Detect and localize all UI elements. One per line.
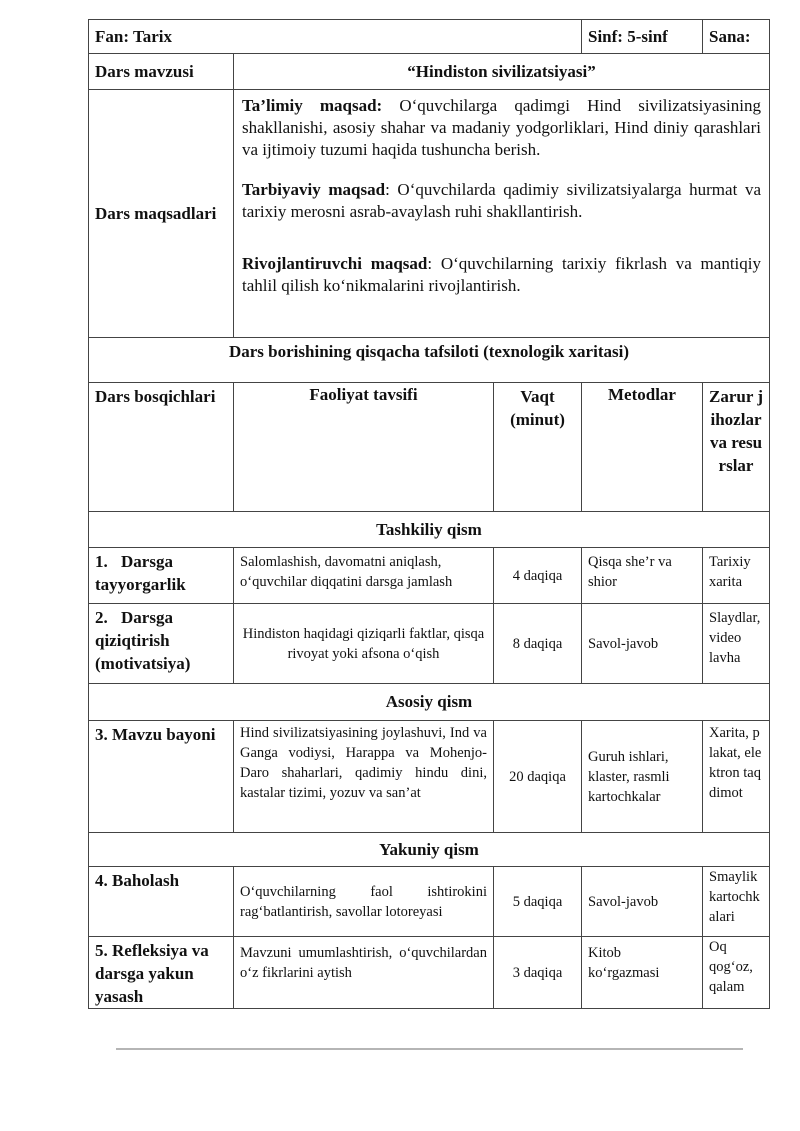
stage-cell (89, 604, 234, 684)
section-row-main (89, 684, 770, 721)
goals-content (234, 90, 770, 338)
topic-label: Dars mavzusi (89, 54, 234, 90)
stage-resources: Tarixiy xarita (703, 548, 770, 604)
stage-resources: Slaydlar, video lavha (703, 604, 770, 684)
grade-cell (582, 20, 703, 54)
stage-cell (89, 867, 234, 937)
educational-goal-text: O‘quvchilarga qadimgi Hind sivilizatsiyasining shakllanishi, asosiy shahar va madaniy yodgorliklari, Hind diniy qarashlari va ijtimoiy tuzumi haqida tushuncha berish. (242, 96, 762, 159)
map-title-row (89, 338, 770, 383)
stage-description: Salomlashish, davomatni aniqlash, o‘quvchilar diqqatini darsga jamlash (234, 548, 494, 604)
date-cell: Sana: (703, 20, 770, 54)
col-description: Faoliyat tavsifi (234, 383, 494, 512)
goals-row (89, 90, 770, 338)
stage-name: Mavzu bayoni (112, 725, 216, 744)
stage-time: 4 daqiqa (494, 548, 582, 604)
map-title: Dars borishining qisqacha tafsiloti (texnologik xaritasi) (89, 338, 770, 383)
stage-description: Hind sivilizatsiyasining joylashuvi, Ind va Ganga vodiysi, Harappa va Mohenjo-Daro shaharlari, qadimiy hindu dini, kastalar tizimi, yozuv va san’at (234, 721, 494, 833)
stage-row (89, 867, 770, 937)
upbringing-goal-title: Tarbiyaviy maqsad (242, 180, 386, 199)
col-resources: Zarur jihozlar va resurslar (703, 383, 770, 512)
stage-number: 5. (95, 941, 108, 960)
stage-cell (89, 721, 234, 833)
section-row-organizational (89, 512, 770, 548)
stage-row (89, 721, 770, 833)
developmental-goal-title: Rivojlantiruvchi maqsad (242, 254, 428, 273)
stage-time: 8 daqiqa (494, 604, 582, 684)
stage-name: Darsga tayyorgarlik (95, 552, 186, 594)
col-stages: Dars bosqichlari (89, 383, 234, 512)
grade-text: Sinf: 5-sinf (588, 26, 668, 46)
stage-description: Hindiston haqidagi qiziqarli faktlar, qisqa rivoyat yoki afsona o‘qish (234, 604, 494, 684)
col-time: Vaqt (minut) (494, 383, 582, 512)
stage-row (89, 604, 770, 684)
section-row-final (89, 833, 770, 867)
stage-methods: Savol-javob (582, 867, 703, 937)
educational-goal (242, 95, 761, 161)
stage-resources: Smaylik kartochkalari (703, 867, 770, 937)
developmental-goal-text: : O‘quvchilarning tarixiy fikrlash va mantiqiy tahlil qilish ko‘nikmalarini rivojlantirish. (242, 254, 761, 295)
section-final: Yakuniy qism (89, 833, 770, 867)
stage-methods: Qisqa she’r va shior (582, 548, 703, 604)
stage-number: 2. (95, 608, 108, 627)
stage-row (89, 548, 770, 604)
stage-time: 3 daqiqa (494, 937, 582, 1009)
footer-divider (116, 1048, 743, 1050)
stage-description: O‘quvchilarning faol ishtirokini rag‘batlantirish, savollar lotoreyasi (234, 867, 494, 937)
stage-cell (89, 548, 234, 604)
stage-methods: Savol-javob (582, 604, 703, 684)
stage-row (89, 937, 770, 1009)
stage-name: Refleksiya va darsga yakun yasash (95, 941, 209, 1006)
stage-time: 20 daqiqa (494, 721, 582, 833)
section-main: Asosiy qism (89, 684, 770, 721)
column-header-row (89, 383, 770, 512)
stage-number: 4. (95, 871, 108, 890)
stage-time: 5 daqiqa (494, 867, 582, 937)
upbringing-goal-text: : O‘quvchilarda qadimiy sivilizatsiyalarga hurmat va tarixiy merosni asrab-avaylash ruhi shakllantirish. (242, 180, 761, 221)
topic-row (89, 54, 770, 90)
stage-methods: Kitob ko‘rgazmasi (582, 937, 703, 1009)
subject-cell: Fan: Tarix (89, 20, 582, 54)
upbringing-goal (242, 179, 761, 223)
stage-name: Darsga qiziqtirish (motivatsiya) (95, 608, 191, 673)
stage-methods: Guruh ishlari, klaster, rasmli kartochkalar (582, 721, 703, 833)
stage-number: 3. (95, 725, 108, 744)
stage-cell (89, 937, 234, 1009)
topic-value: “Hindiston sivilizatsiyasi” (234, 54, 770, 90)
stage-number: 1. (95, 552, 108, 571)
lesson-plan-table (88, 19, 770, 1009)
header-row (89, 20, 770, 54)
stage-name: Baholash (112, 871, 180, 890)
col-methods: Metodlar (582, 383, 703, 512)
developmental-goal (242, 253, 761, 297)
stage-description: Mavzuni umumlashtirish, o‘quvchilardan o‘z fikrlarini aytish (234, 937, 494, 1009)
educational-goal-title: Ta’limiy maqsad: (242, 96, 383, 115)
stage-resources: Xarita, plakat, elektron taqdimot (703, 721, 770, 833)
section-organizational: Tashkiliy qism (89, 512, 770, 548)
goals-label: Dars maqsadlari (89, 90, 234, 338)
stage-resources: Oq qog‘oz, qalam (703, 937, 770, 1009)
